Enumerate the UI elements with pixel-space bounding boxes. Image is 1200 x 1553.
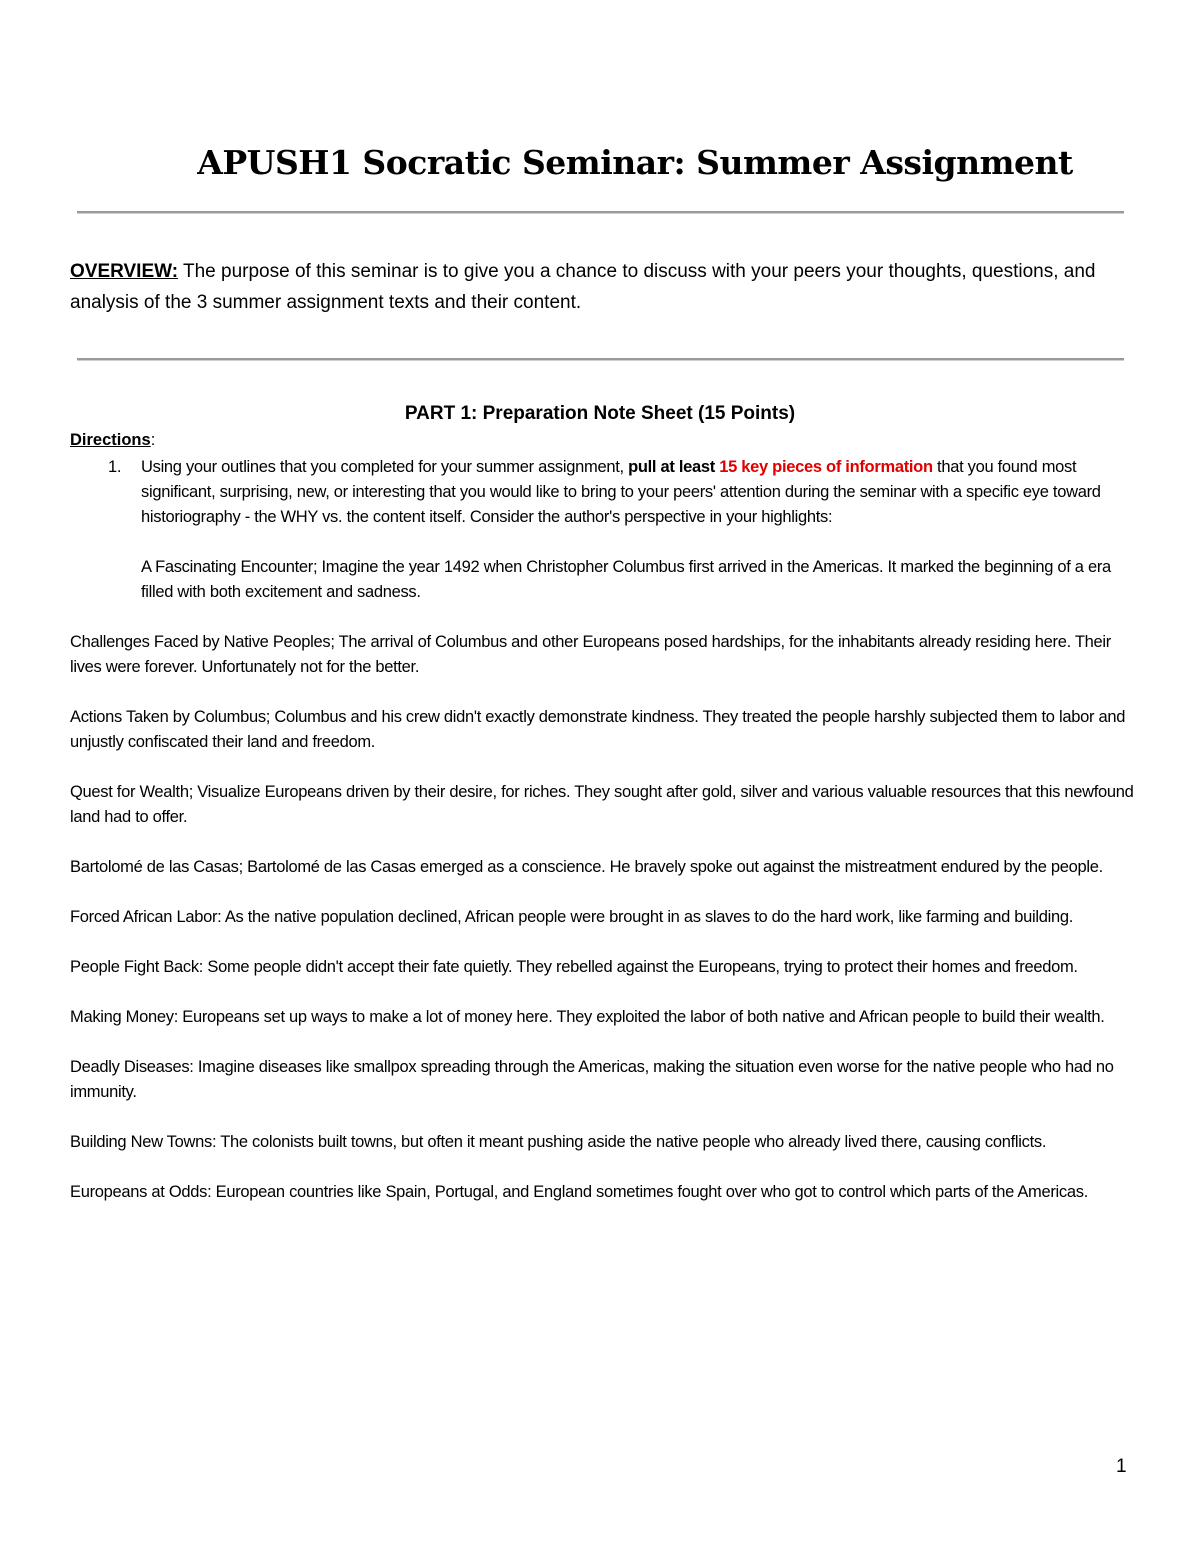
step-text-bold: pull at least <box>628 458 720 476</box>
step-text <box>141 455 1140 530</box>
note-item: People Fight Back: Some people didn't accept their fate quietly. They rebelled against the Europeans, trying to protect their homes and freedom. <box>70 958 1078 976</box>
step-text-highlight: 15 key pieces of information <box>719 458 933 476</box>
step-text-b: that you found most significant, surprising, new, or interesting that you would like to bring to your peers' attention during the seminar with a specific eye toward historiography - the WHY vs. the content itself. Consider the author's perspective in your highlights: <box>141 458 1101 526</box>
note-item: Bartolomé de las Casas; Bartolomé de las Casas emerged as a conscience. He bravely spoke out against the mistreatment endured by the people. <box>70 858 1103 876</box>
directions-line <box>70 431 155 450</box>
note-item: Europeans at Odds: European countries like Spain, Portugal, and England sometimes fought over who got to control which parts of the Americas. <box>70 1183 1088 1201</box>
note-item: Actions Taken by Columbus; Columbus and his crew didn't exactly demonstrate kindness. They treated the people harshly subjected them to labor and unjustly confiscated their land and freedom. <box>70 708 1126 751</box>
note-item: Quest for Wealth; Visualize Europeans driven by their desire, for riches. They sought after gold, silver and various valuable resources that this newfound land had to offer. <box>70 783 1134 826</box>
notes-list <box>70 630 1140 1230</box>
direction-step-1 <box>70 455 1140 530</box>
overview-paragraph <box>70 256 1130 318</box>
note-item: Making Money: Europeans set up ways to make a lot of money here. They exploited the labor of both native and African people to build their wealth. <box>70 1008 1105 1026</box>
part1-heading: PART 1: Preparation Note Sheet (15 Points) <box>404 403 796 424</box>
note-item: Challenges Faced by Native Peoples; The arrival of Columbus and other Europeans posed hardships, for the inhabitants already residing here. Their lives were forever. Unfortunately not for the better. <box>70 633 1111 676</box>
directions-label: Directions <box>70 431 151 449</box>
note-item: Deadly Diseases: Imagine diseases like smallpox spreading through the Americas, making the situation even worse for the native people who had no immunity. <box>70 1058 1114 1101</box>
horizontal-rule-top <box>77 211 1124 214</box>
page-number: 1 <box>1116 1456 1127 1477</box>
horizontal-rule-bottom <box>77 358 1124 361</box>
step-number: 1. <box>108 458 122 476</box>
step-text-a: Using your outlines that you completed for your summer assignment, <box>141 458 629 476</box>
document-title: APUSH1 Socratic Seminar: Summer Assignment <box>197 143 1073 182</box>
note-item-first: A Fascinating Encounter; Imagine the year 1492 when Christopher Columbus first arrived in the Americas. It marked the beginning of a era filled with both excitement and sadness. <box>141 558 1111 601</box>
overview-text: The purpose of this seminar is to give you a chance to discuss with your peers your thoughts, questions, and analysis of the 3 summer assignment texts and their content. <box>70 261 1096 313</box>
directions-colon: : <box>150 431 156 449</box>
overview-label: OVERVIEW: <box>70 261 179 282</box>
note-item: Building New Towns: The colonists built towns, but often it meant pushing aside the native people who already lived there, causing conflicts. <box>70 1133 1047 1151</box>
note-item: Forced African Labor: As the native population declined, African people were brought in as slaves to do the hard work, like farming and building. <box>70 908 1074 926</box>
